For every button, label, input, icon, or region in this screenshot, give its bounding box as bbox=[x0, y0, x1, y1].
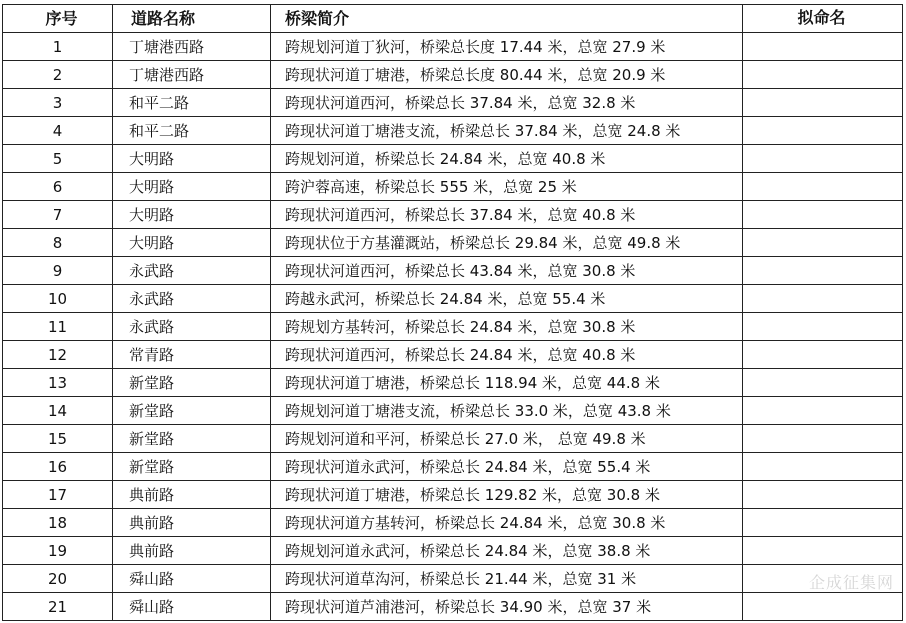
bridge-description: 跨现状河道丁塘港，桥梁总长 118.94 米，总宽 44.8 米 bbox=[271, 369, 743, 397]
bridge-description: 跨规划方基转河，桥梁总长 24.84 米，总宽 30.8 米 bbox=[271, 313, 743, 341]
proposed-name-column bbox=[741, 4, 903, 621]
table-row bbox=[3, 425, 743, 453]
row-number: 6 bbox=[3, 173, 113, 201]
row-number: 16 bbox=[3, 453, 113, 481]
bridge-description: 跨规划河道丁狄河，桥梁总长度 17.44 米，总宽 27.9 米 bbox=[271, 33, 743, 61]
table-row bbox=[3, 537, 743, 565]
bridge-table bbox=[2, 4, 743, 621]
bridge-description: 跨规划河道永武河，桥梁总长 24.84 米，总宽 38.8 米 bbox=[271, 537, 743, 565]
name-cell[interactable] bbox=[741, 201, 903, 229]
road-name: 新堂路 bbox=[113, 453, 271, 481]
name-cell[interactable] bbox=[741, 285, 903, 313]
name-cell[interactable] bbox=[741, 313, 903, 341]
road-name: 新堂路 bbox=[113, 369, 271, 397]
row-number: 7 bbox=[3, 201, 113, 229]
name-cell[interactable] bbox=[741, 33, 903, 61]
road-name: 大明路 bbox=[113, 229, 271, 257]
row-number: 14 bbox=[3, 397, 113, 425]
name-cell[interactable] bbox=[741, 173, 903, 201]
table-row bbox=[3, 61, 743, 89]
table-row bbox=[3, 453, 743, 481]
bridge-description: 跨规划河道，桥梁总长 24.84 米，总宽 40.8 米 bbox=[271, 145, 743, 173]
table-row bbox=[3, 117, 743, 145]
name-cell[interactable] bbox=[741, 89, 903, 117]
header-name: 拟命名 bbox=[741, 4, 903, 33]
row-number: 10 bbox=[3, 285, 113, 313]
bridge-description: 跨规划河道丁塘港支流，桥梁总长 33.0 米，总宽 43.8 米 bbox=[271, 397, 743, 425]
bridge-description: 跨现状河道西河，桥梁总长 43.84 米，总宽 30.8 米 bbox=[271, 257, 743, 285]
watermark: 企成征集网 bbox=[808, 573, 894, 592]
name-cell[interactable] bbox=[741, 425, 903, 453]
name-cell[interactable] bbox=[741, 397, 903, 425]
row-number: 21 bbox=[3, 593, 113, 621]
table-row bbox=[3, 257, 743, 285]
table-row bbox=[3, 341, 743, 369]
road-name: 常青路 bbox=[113, 341, 271, 369]
name-cell[interactable] bbox=[741, 117, 903, 145]
table-body bbox=[3, 33, 743, 621]
row-number: 20 bbox=[3, 565, 113, 593]
table-row bbox=[3, 33, 743, 61]
bridge-description: 跨现状河道丁塘港支流，桥梁总长 37.84 米，总宽 24.8 米 bbox=[271, 117, 743, 145]
name-cell[interactable] bbox=[741, 593, 903, 621]
bridge-description: 跨现状河道丁塘港，桥梁总长 129.82 米，总宽 30.8 米 bbox=[271, 481, 743, 509]
name-cell[interactable] bbox=[741, 229, 903, 257]
bridge-description: 跨现状河道芦浦港河，桥梁总长 34.90 米，总宽 37 米 bbox=[271, 593, 743, 621]
road-name: 大明路 bbox=[113, 173, 271, 201]
row-number: 12 bbox=[3, 341, 113, 369]
name-cell[interactable] bbox=[741, 257, 903, 285]
row-number: 8 bbox=[3, 229, 113, 257]
road-name: 丁塘港西路 bbox=[113, 33, 271, 61]
bridge-description: 跨现状河道草沟河，桥梁总长 21.44 米，总宽 31 米 bbox=[271, 565, 743, 593]
header-desc: 桥梁简介 bbox=[271, 5, 743, 33]
table-header-row bbox=[3, 5, 743, 33]
road-name: 新堂路 bbox=[113, 397, 271, 425]
table-row bbox=[3, 145, 743, 173]
row-number: 19 bbox=[3, 537, 113, 565]
bridge-description: 跨规划河道和平河，桥梁总长 27.0 米， 总宽 49.8 米 bbox=[271, 425, 743, 453]
road-name: 永武路 bbox=[113, 257, 271, 285]
table-row bbox=[3, 369, 743, 397]
bridge-description: 跨沪蓉高速，桥梁总长 555 米，总宽 25 米 bbox=[271, 173, 743, 201]
road-name: 和平二路 bbox=[113, 89, 271, 117]
name-cell[interactable] bbox=[741, 145, 903, 173]
row-number: 3 bbox=[3, 89, 113, 117]
road-name: 大明路 bbox=[113, 145, 271, 173]
row-number: 13 bbox=[3, 369, 113, 397]
bridge-description: 跨现状位于方基灌溉站，桥梁总长 29.84 米，总宽 49.8 米 bbox=[271, 229, 743, 257]
bridge-description: 跨现状河道西河，桥梁总长 24.84 米，总宽 40.8 米 bbox=[271, 341, 743, 369]
table-row bbox=[3, 593, 743, 621]
table-row bbox=[3, 89, 743, 117]
road-name: 典前路 bbox=[113, 481, 271, 509]
row-number: 9 bbox=[3, 257, 113, 285]
bridge-description: 跨越永武河，桥梁总长 24.84 米，总宽 55.4 米 bbox=[271, 285, 743, 313]
name-cell[interactable] bbox=[741, 481, 903, 509]
table-row bbox=[3, 201, 743, 229]
name-cell[interactable] bbox=[741, 341, 903, 369]
table-row bbox=[3, 229, 743, 257]
row-number: 2 bbox=[3, 61, 113, 89]
bridge-description: 跨现状河道方基转河，桥梁总长 24.84 米，总宽 30.8 米 bbox=[271, 509, 743, 537]
road-name: 永武路 bbox=[113, 285, 271, 313]
row-number: 1 bbox=[3, 33, 113, 61]
bridge-description: 跨现状河道西河，桥梁总长 37.84 米，总宽 32.8 米 bbox=[271, 89, 743, 117]
row-number: 11 bbox=[3, 313, 113, 341]
name-cell[interactable] bbox=[741, 61, 903, 89]
header-road: 道路名称 bbox=[113, 5, 271, 33]
name-cell[interactable] bbox=[741, 369, 903, 397]
road-name: 永武路 bbox=[113, 313, 271, 341]
header-no: 序号 bbox=[3, 5, 113, 33]
bridge-description: 跨现状河道西河，桥梁总长 37.84 米，总宽 40.8 米 bbox=[271, 201, 743, 229]
road-name: 典前路 bbox=[113, 537, 271, 565]
row-number: 17 bbox=[3, 481, 113, 509]
table-row bbox=[3, 313, 743, 341]
table-row bbox=[3, 173, 743, 201]
name-cell[interactable] bbox=[741, 453, 903, 481]
row-number: 4 bbox=[3, 117, 113, 145]
row-number: 5 bbox=[3, 145, 113, 173]
table-row bbox=[3, 509, 743, 537]
table-row bbox=[3, 397, 743, 425]
road-name: 和平二路 bbox=[113, 117, 271, 145]
table-row bbox=[3, 481, 743, 509]
road-name: 新堂路 bbox=[113, 425, 271, 453]
row-number: 18 bbox=[3, 509, 113, 537]
road-name: 典前路 bbox=[113, 509, 271, 537]
bridge-description: 跨现状河道永武河，桥梁总长 24.84 米，总宽 55.4 米 bbox=[271, 453, 743, 481]
road-name: 舜山路 bbox=[113, 593, 271, 621]
name-cell[interactable] bbox=[741, 509, 903, 537]
road-name: 大明路 bbox=[113, 201, 271, 229]
bridge-description: 跨现状河道丁塘港，桥梁总长度 80.44 米，总宽 20.9 米 bbox=[271, 61, 743, 89]
row-number: 15 bbox=[3, 425, 113, 453]
road-name: 丁塘港西路 bbox=[113, 61, 271, 89]
road-name: 舜山路 bbox=[113, 565, 271, 593]
table-row bbox=[3, 285, 743, 313]
table-row bbox=[3, 565, 743, 593]
name-cell[interactable] bbox=[741, 537, 903, 565]
